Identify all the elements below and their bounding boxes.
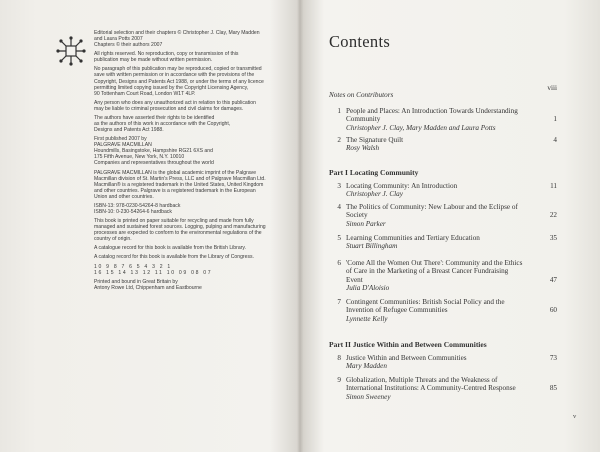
chapter-author: Christopher J. Clay, Mary Madden and Laura Potts <box>346 123 496 132</box>
chapter-number: 4 <box>337 203 341 211</box>
chapter-title: Justice Within and Between Communities <box>346 354 467 362</box>
chapter-number: 9 <box>337 376 341 384</box>
chapter-page: 47 <box>549 275 557 284</box>
notes-on-contributors <box>329 84 557 102</box>
copyright-text <box>94 30 286 294</box>
chapter-title: The Politics of Community: New Labour and the Eclipse of Society <box>346 203 518 220</box>
chapter-number: 2 <box>337 136 341 144</box>
contents-page <box>301 0 600 452</box>
copyright-paragraph: A catalog record for this book is available from the Library of Congress. <box>94 254 254 261</box>
copyright-paragraph: Any person who does any unauthorized act in relation to this publication may be liable to criminal prosecution and civil claims for damages. <box>94 99 256 112</box>
chapter-author: Simon Sweeney <box>346 392 391 401</box>
printer-paragraph: Printed and bound in Great Britain by Antony Rowe Ltd, Chippenham and Eastbourne <box>94 278 202 291</box>
chapter-page: 73 <box>549 354 557 362</box>
chapter-page: 4 <box>553 136 557 144</box>
contents-title: Contents <box>329 32 391 51</box>
page-number: v <box>573 413 577 420</box>
chapter-page: 22 <box>549 211 557 220</box>
copyright-paragraph: This book is printed on paper suitable for recycling and made from fully managed and sustained forest sources. Logging, pulping and manufacturing processes are expected to conform to the environmental regulations of the country of origin. <box>94 218 266 243</box>
chapter-author: Rosy Walsh <box>346 144 380 153</box>
chapter-number: 5 <box>337 234 341 242</box>
chapter-number: 3 <box>337 182 341 190</box>
copyright-page <box>0 0 299 452</box>
chapter-number: 6 <box>337 259 341 267</box>
chapter-page: 11 <box>550 182 557 190</box>
printing-line-2: 16 15 14 13 12 11 10 09 08 07 <box>94 269 213 276</box>
chapter-author: Mary Madden <box>346 362 387 371</box>
copyright-paragraph: No paragraph of this publication may be reproduced, copied or transmitted save with written permission or in accordance with the provisions of the Copyright, Designs and Patents Act 1988, or under the terms of any licence permitting limited copying issued by the Copyright Licensing Agency, 90 Tottenham Court Road, London W1T 4LP. <box>94 66 264 97</box>
copyright-paragraph: First published 2007 by PALGRAVE MACMILLAN Houndmills, Basingstoke, Hampshire RG21 6XS and 175 Fifth Avenue, New York, N.Y. 10010 Companies and representatives throughout the world <box>94 136 214 167</box>
copyright-paragraph: All rights reserved. No reproduction, copy or transmission of this publication may be made without written permission. <box>94 51 239 64</box>
copyright-paragraph: The authors have asserted their rights to be identified as the authors of this work in accordance with the Copyright, Designs and Patents Act 1988. <box>94 114 231 134</box>
publisher-logo-icon <box>56 36 86 66</box>
chapter-author: Julia D'Aloisio <box>346 284 390 293</box>
chapter-title: Locating Community: An Introduction <box>346 182 458 190</box>
chapter-author: Christopher J. Clay <box>346 190 403 199</box>
chapter-page: 85 <box>549 384 557 393</box>
copyright-paragraph: A catalogue record for this book is available from the British Library. <box>94 245 246 252</box>
chapter-page: 35 <box>549 234 557 242</box>
chapter-number: 7 <box>337 298 341 306</box>
chapter-title: The Signature Quilt <box>346 136 404 144</box>
chapter-title: 'Come All the Women Out There': Community and the Ethics of Care in the Marketing of a Breast Cancer Fundraising Event <box>346 259 523 284</box>
part-heading: Part II Justice Within and Between Communities <box>329 340 487 349</box>
notes-label: Notes on Contributors <box>329 91 394 99</box>
chapter-page: 1 <box>553 115 557 124</box>
copyright-paragraph: Editorial selection and their chapters © Christopher J. Clay, Mary Madden and Laura Potts 2007 Chapters © their authors 2007 <box>94 30 260 49</box>
copyright-paragraph: PALGRAVE MACMILLAN is the global academic imprint of the Palgrave Macmillan division of St. Martin's Press, LLC and of Palgrave Macmillan Ltd. Macmillan® is a registered trademark in the United States, United Kingdom and other countries. Palgrave is a registered trademark in the European Union and other countries. <box>94 169 266 200</box>
notes-page: viii <box>547 84 557 92</box>
copyright-paragraph: ISBN-13: 978-0230-54264-8 hardback ISBN-10: 0-230-54264-6 hardback <box>94 202 181 215</box>
chapter-title: Contingent Communities: British Social Policy and the Invention of Refugee Communities <box>346 298 505 315</box>
chapter-author: Stuart Billingham <box>346 242 398 251</box>
chapter-title: People and Places: An Introduction Towards Understanding Community <box>346 107 518 124</box>
chapter-author: Simon Parker <box>346 219 386 228</box>
printing-line-1: 10 9 8 7 6 5 4 3 2 1 <box>94 263 172 270</box>
part-heading: Part I Locating Community <box>329 168 419 177</box>
chapter-author: Lynnette Kelly <box>346 314 388 323</box>
chapter-title: Globalization, Multiple Threats and the Weakness of International Institutions: A Community-Centred Response <box>346 376 516 393</box>
chapter-number: 8 <box>337 354 341 362</box>
chapter-page: 60 <box>549 306 557 315</box>
chapter-title: Learning Communities and Tertiary Education <box>346 234 480 242</box>
chapter-number: 1 <box>337 107 341 115</box>
